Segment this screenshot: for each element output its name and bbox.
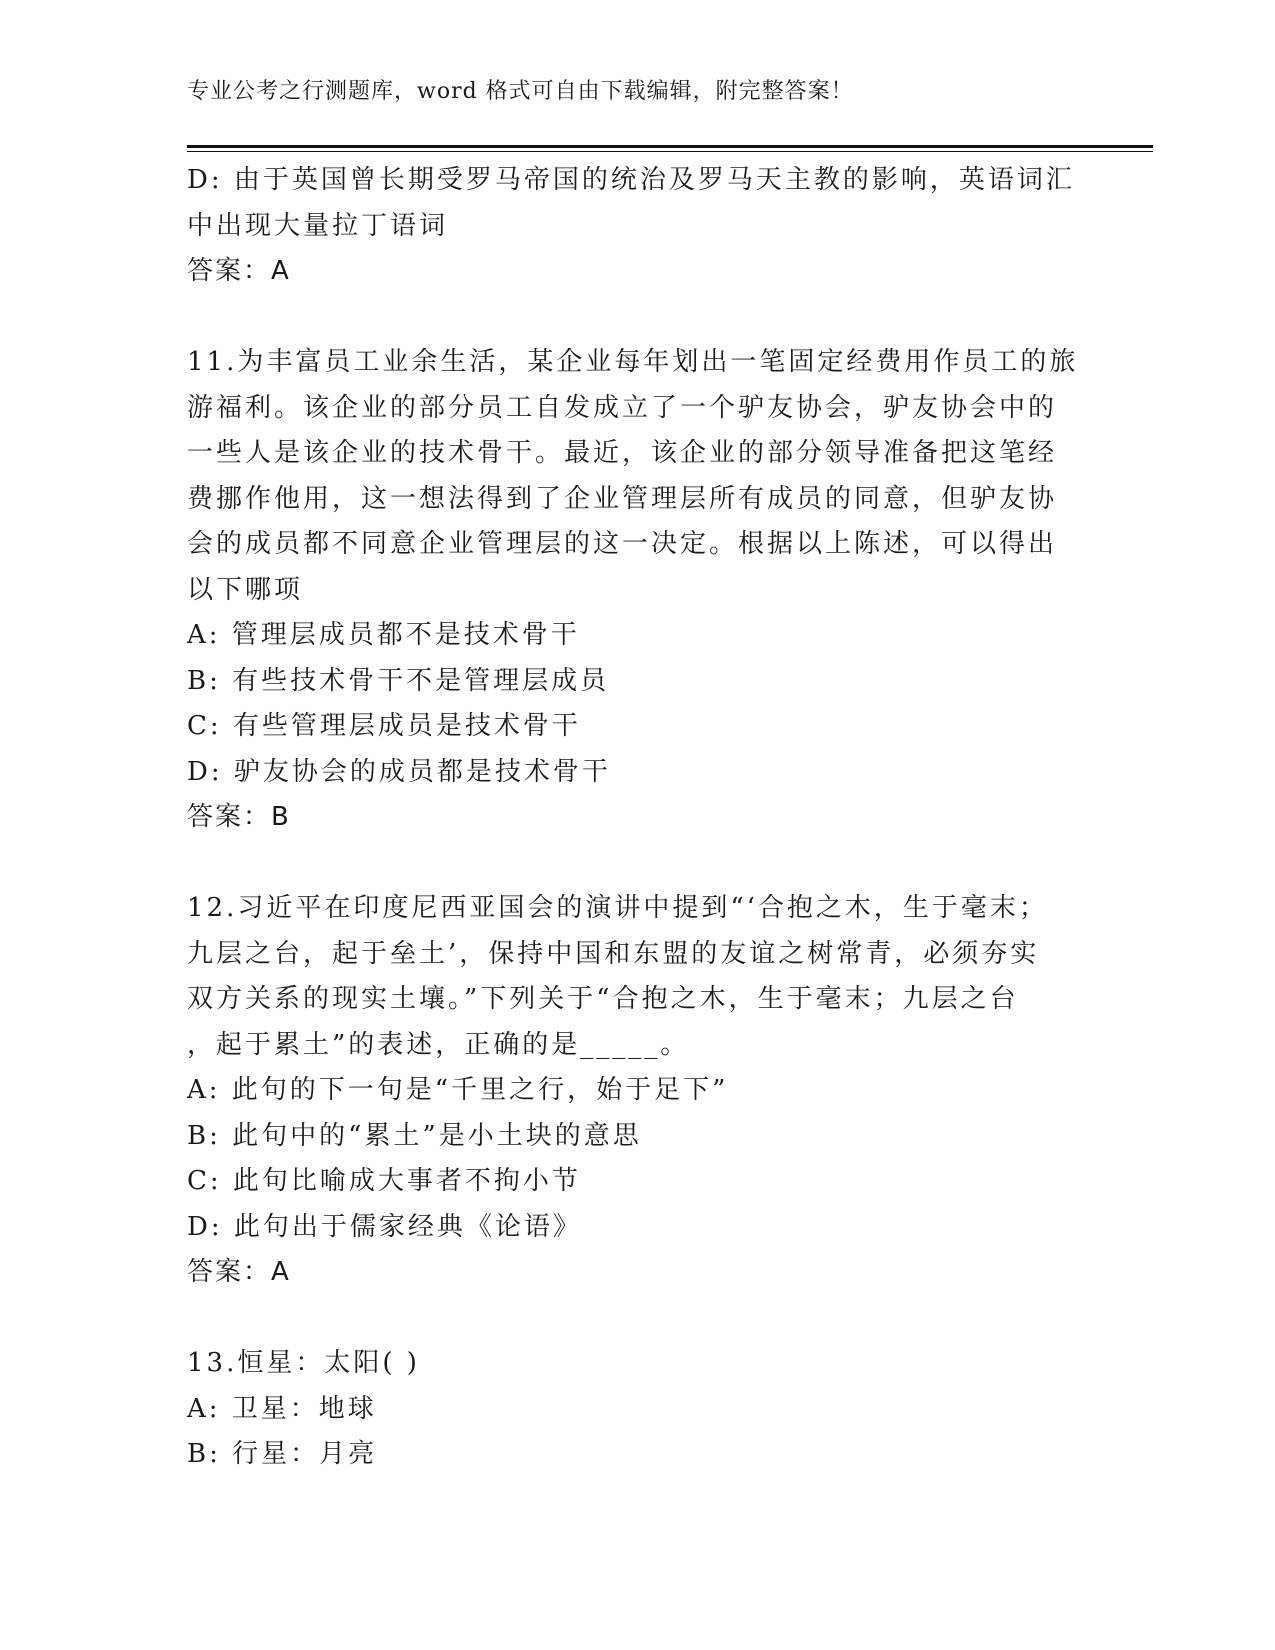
option-line: D: 驴友协会的成员都是技术骨干 bbox=[187, 756, 611, 787]
question-stem-line: 双方关系的现实土壤。”下列关于“合抱之木，生于毫末；九层之台 bbox=[187, 984, 1019, 1014]
option-line: 中出现大量拉丁语词 bbox=[187, 210, 449, 241]
option-line: B: 此句中的“累土”是小土块的意思 bbox=[187, 1120, 642, 1151]
option-line: B: 行星：月亮 bbox=[187, 1439, 378, 1469]
question-stem-line: 13.恒星：太阳( ) bbox=[187, 1348, 420, 1378]
option-line: A: 此句的下一句是“千里之行，始于足下” bbox=[187, 1075, 729, 1105]
question-stem-line: 九层之台，起于垒土’，保持中国和东盟的友谊之树常青，必须夯实 bbox=[187, 938, 1040, 969]
question-content bbox=[187, 158, 1077, 1478]
question-stem-line: 11.为丰富员工业余生活，某企业每年划出一笔固定经费用作员工的旅 bbox=[187, 347, 1079, 377]
option-line: C: 此句比喻成大事者不拘小节 bbox=[187, 1166, 581, 1196]
question-stem-line: 一些人是该企业的技术骨干。最近，该企业的部分领导准备把这笔经 bbox=[187, 438, 1058, 468]
option-line: A: 管理层成员都不是技术骨干 bbox=[187, 620, 580, 650]
answer-line: 答案：B bbox=[187, 802, 291, 832]
answer-line: 答案：A bbox=[187, 1257, 291, 1287]
question-block bbox=[187, 158, 1077, 295]
header-rule-thin bbox=[187, 151, 1153, 152]
question-stem-line: 12.习近平在印度尼西亚国会的演讲中提到“‘合抱之木，生于毫末； bbox=[187, 893, 1048, 923]
option-line: D: 此句出于儒家经典《论语》 bbox=[187, 1211, 582, 1242]
header-rule-thick bbox=[187, 145, 1153, 148]
answer-line: 答案：A bbox=[187, 256, 291, 286]
block-spacer bbox=[187, 841, 1077, 887]
option-line: C: 有些管理层成员是技术骨干 bbox=[187, 711, 581, 741]
question-block bbox=[187, 1341, 1077, 1478]
question-stem-line: 会的成员都不同意企业管理层的这一决定。根据以上陈述，可以得出 bbox=[187, 529, 1058, 559]
option-line: B: 有些技术骨干不是管理层成员 bbox=[187, 665, 610, 696]
page-header: 专业公考之行测题库，word 格式可自由下载编辑，附完整答案！ bbox=[187, 79, 854, 104]
option-line: A: 卫星：地球 bbox=[187, 1393, 377, 1424]
question-stem-line: ，起于累土”的表述，正确的是_____。 bbox=[187, 1029, 690, 1060]
block-spacer bbox=[187, 295, 1077, 341]
question-stem-line: 游福利。该企业的部分员工自发成立了一个驴友协会，驴友协会中的 bbox=[187, 392, 1058, 423]
question-stem-line: 费挪作他用，这一想法得到了企业管理层所有成员的同意，但驴友协 bbox=[187, 483, 1058, 514]
option-line: D: 由于英国曾长期受罗马帝国的统治及罗马天主教的影响，英语词汇 bbox=[187, 165, 1075, 195]
question-stem-line: 以下哪项 bbox=[187, 574, 304, 605]
block-spacer bbox=[187, 1296, 1077, 1342]
question-block bbox=[187, 886, 1077, 1296]
question-block bbox=[187, 340, 1077, 841]
